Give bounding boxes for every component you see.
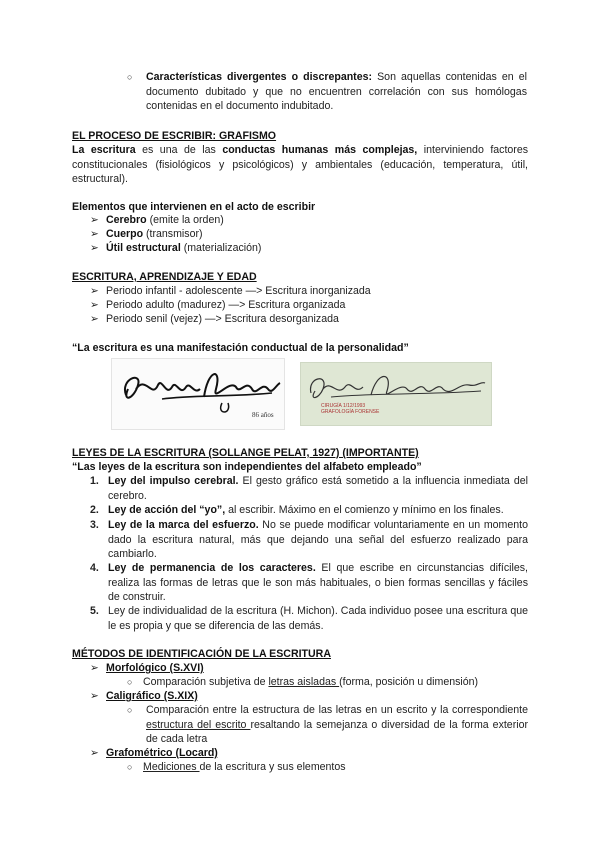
arrow-bullet-icon: ➢: [90, 747, 99, 759]
method-sub-item: ○ Comparación entre la estructura de las letras en un escrito y la correspondiente estructura del escrito resaltando la semejanza o diversidad de la forma exterior de cada letra: [127, 704, 529, 746]
quote-leyes: “Las leyes de la escritura son independientes del alfabeto empleado”: [72, 461, 422, 473]
list-item: ➢ Periodo infantil - adolescente —> Escritura inorganizada: [90, 285, 371, 297]
heading-escritura-edad: ESCRITURA, APRENDIZAJE Y EDAD: [72, 271, 257, 283]
arrow-bullet-icon: ➢: [90, 662, 99, 674]
arrow-bullet-icon: ➢: [90, 285, 99, 297]
circle-bullet-icon: ○: [127, 677, 133, 687]
arrow-bullet-icon: ➢: [90, 690, 99, 702]
list-item: ➢ Útil estructural (materialización): [90, 242, 262, 254]
heading-leyes: LEYES DE LA ESCRITURA (SOLLANGE PELAT, 1927) (IMPORTANTE): [72, 447, 419, 459]
list-item: ➢ Periodo adulto (madurez) —> Escritura organizada: [90, 299, 346, 311]
method-sub-item: ○ Mediciones de la escritura y sus elementos: [127, 761, 346, 773]
list-item: ➢ Cuerpo (transmisor): [90, 228, 203, 240]
arrow-bullet-icon: ➢: [90, 313, 99, 325]
heading-elementos: Elementos que intervienen en el acto de escribir: [72, 201, 316, 213]
signature-image-right: [300, 362, 492, 426]
circle-bullet-icon: ○: [127, 705, 133, 715]
list-item: ➢ Cerebro (emite la orden): [90, 214, 224, 226]
arrow-bullet-icon: ➢: [90, 299, 99, 311]
circle-bullet-icon: ○: [127, 762, 133, 772]
arrow-bullet-icon: ➢: [90, 214, 99, 226]
quote-personalidad: “La escritura es una manifestación conductual de la personalidad”: [72, 342, 409, 354]
signature-image-left: [111, 358, 285, 430]
law-item: 4. Ley de permanencia de los caracteres. El que escribe en circunstancias difíciles, realiza las formas de letras que le son más habituales, o bien formas sencillas y fáciles de construir.: [90, 562, 529, 604]
law-item: 3. Ley de la marca del esfuerzo. No se puede modificar voluntariamente en un momento dado la escritura natural, más que dejando una señal del esfuerzo realizado para cambiarlo.: [90, 519, 528, 561]
arrow-bullet-icon: ➢: [90, 242, 99, 254]
method-grafometrico: ➢ Grafométrico (Locard): [90, 747, 218, 759]
definition-divergent: Son aquellas contenidas en el documento dubitado y que no encuentren correlación con sus homólogas contenidas en el documento indubitado.: [146, 71, 527, 113]
heading-metodos: MÉTODOS DE IDENTIFICACIÓN DE LA ESCRITURA: [72, 648, 331, 660]
signature-caption: CIRUGÍA 1/12/1993 GRAFOLOGÍA FORENSE: [321, 403, 380, 415]
method-morfologico: ➢ Morfológico (S.XVI): [90, 662, 204, 674]
method-sub-item: ○ Comparación subjetiva de letras aisladas (forma, posición u dimensión): [127, 676, 479, 688]
law-item: 1. Ley del impulso cerebral. El gesto gráfico está sometido a la influencia inmediata del cerebro.: [90, 475, 528, 502]
paragraph-grafismo: La escritura es una de las conductas humanas más complejas, interviniendo factores constitucionales (fisiológicos y psicológicos) y ambientales (educación, temperatura, útil, estructural).: [72, 144, 529, 186]
divergent-characteristics-item: [127, 70, 527, 114]
heading-proceso-escribir: EL PROCESO DE ESCRIBIR: GRAFISMO: [72, 130, 277, 142]
arrow-bullet-icon: ➢: [90, 228, 99, 240]
term-divergent: Características divergentes o discrepantes:: [146, 71, 373, 83]
circle-bullet-icon: ○: [127, 72, 133, 82]
law-item: 2. Ley de acción del “yo”, al escribir. Máximo en el comienzo y mínimo en los finales.: [90, 504, 504, 516]
method-caligrafico: ➢ Caligráfico (S.XIX): [90, 690, 198, 702]
law-item: 5. Ley de individualidad de la escritura (H. Michon). Cada individuo posee una escritura que le es propia y que se diferencia de las demás.: [90, 605, 528, 632]
signature-age-label: 86 años: [252, 411, 274, 419]
list-item: ➢ Periodo senil (vejez) —> Escritura desorganizada: [90, 313, 339, 325]
